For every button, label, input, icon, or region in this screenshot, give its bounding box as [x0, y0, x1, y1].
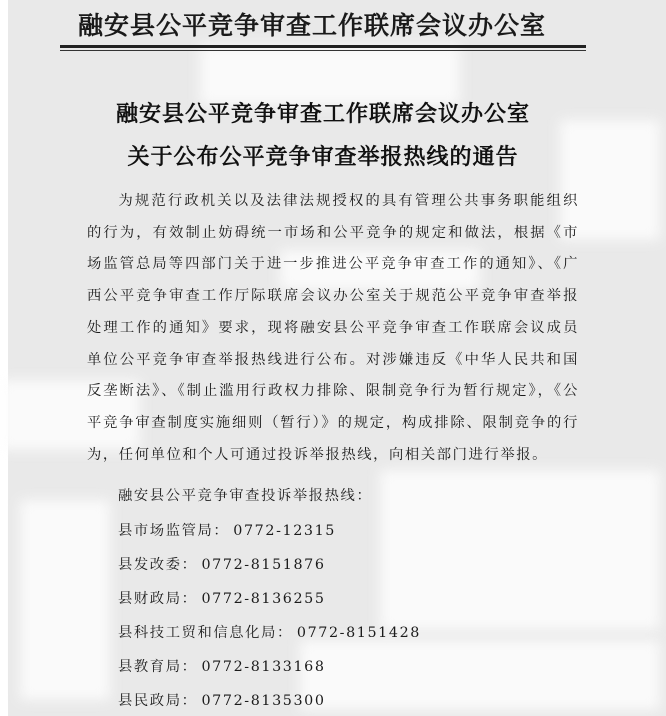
hotline-phone: 0772-8136255	[201, 591, 326, 607]
paper-stain	[200, 45, 460, 105]
hotline-phone: 0772-8151876	[201, 557, 326, 573]
notice-title-line1: 融安县公平竞争审查工作联席会议办公室	[115, 102, 530, 127]
notice-title-line2: 关于公布公平竞争审查举报热线的通告	[127, 145, 519, 170]
paper-stain	[20, 500, 110, 700]
hotline-item	[118, 690, 421, 716]
hotline-dept: 县市场监管局：	[118, 523, 230, 539]
hotline-item	[118, 656, 421, 690]
hotline-item	[118, 622, 421, 656]
hotline-item	[118, 554, 421, 588]
hotline-phone: 0772-8135300	[201, 693, 326, 709]
hotline-phone: 0772-8133168	[201, 659, 326, 675]
hotline-heading: 融安县公平竞争审查投诉举报热线：	[118, 488, 373, 504]
hotline-phone: 0772-8151428	[296, 625, 421, 641]
hotline-item	[118, 520, 421, 554]
paper-stain	[380, 470, 660, 630]
office-header: 融安县公平竞争审查工作联席会议办公室	[78, 11, 547, 40]
header-rule-thin	[60, 50, 586, 51]
hotline-dept: 县教育局：	[118, 659, 198, 675]
scan-margin	[0, 0, 8, 716]
hotline-dept: 县发改委：	[118, 557, 198, 573]
hotline-list	[118, 520, 421, 716]
header-rule-thick	[60, 45, 586, 48]
hotline-phone: 0772-12315	[233, 523, 336, 539]
notice-body: 为规范行政机关以及法律法规授权的具有管理公共事务职能组织的行为，有效制止妨碍统一市场和公平竞争的规定和做法，根据《市场监管总局等四部门关于进一步推进公平竞争审查工作的通知》、《广西公平竞争审查工作厅际联席会议办公室关于规范公平竞争审查举报处理工作的通知》要求，现将融安县公平竞争审查工作联席会议成员单位公平竞争审查举报热线进行公布。对涉嫌违反《中华人民共和国反垄断法》、《制止滥用行政权力排除、限制竞争行为暂行规定》，《公平竞争审查制度实施细则（暂行）》的规定，构成排除、限制竞争的行为，任何单位和个人可通过投诉举报热线，向相关部门进行举报。	[87, 193, 579, 463]
hotline-item	[118, 588, 421, 622]
hotline-dept: 县民政局：	[118, 693, 198, 709]
hotline-dept: 县科技工贸和信息化局：	[118, 625, 293, 641]
hotline-dept: 县财政局：	[118, 591, 198, 607]
